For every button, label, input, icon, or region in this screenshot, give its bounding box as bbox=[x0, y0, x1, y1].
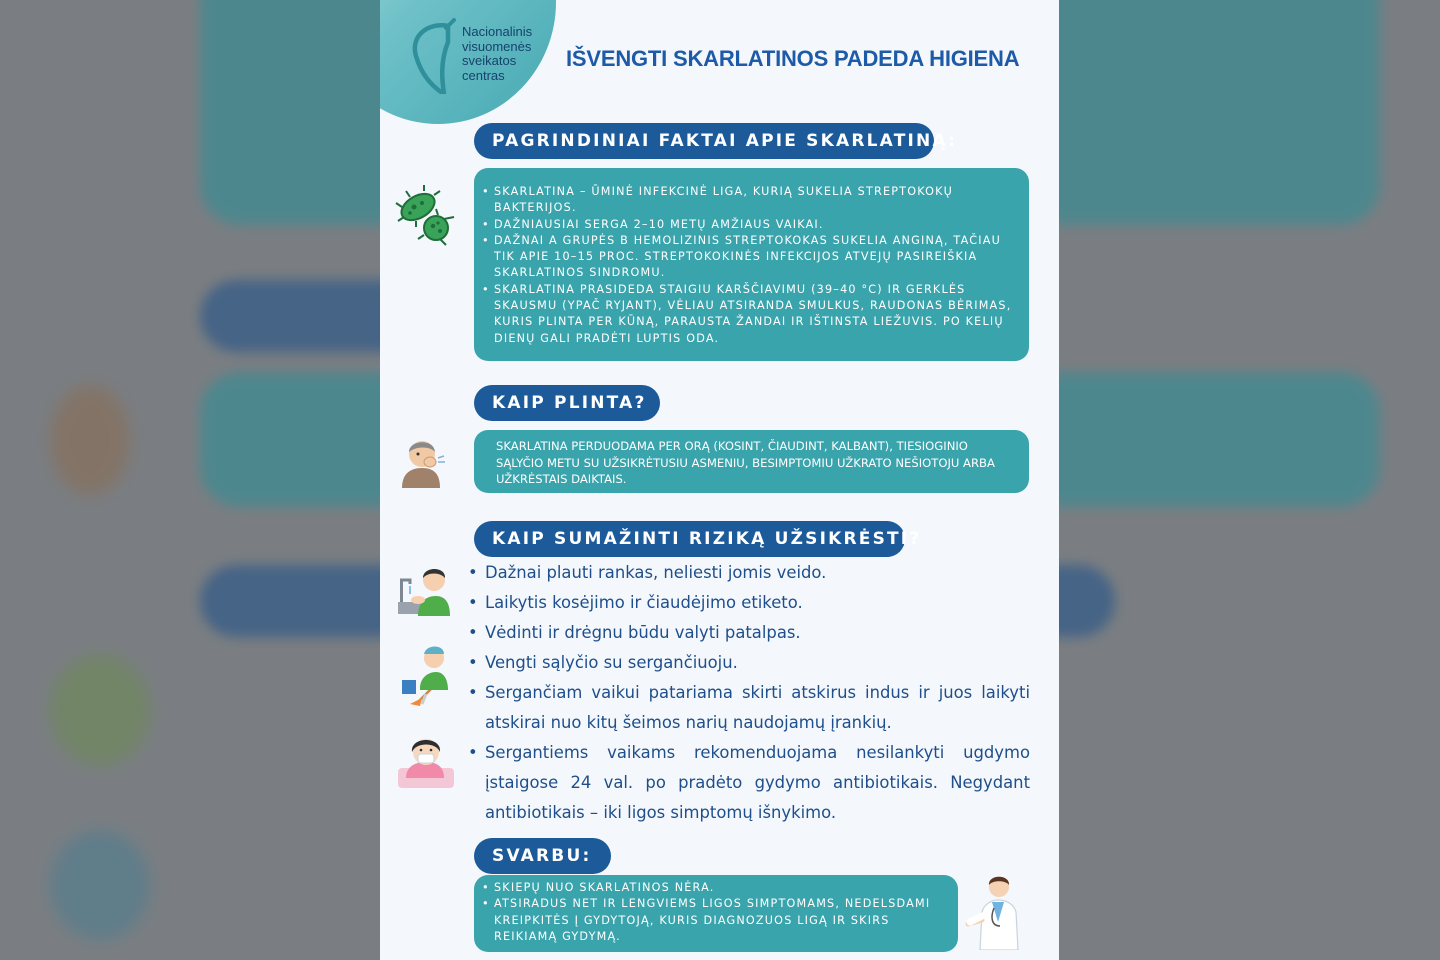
prevention-list bbox=[468, 558, 1030, 828]
fact-item: • SKARLATINA – ŪMINĖ INFEKCINĖ LIGA, KURIĄ SUKELIA STREPTOKOKŲ BAKTERIJOS. bbox=[480, 184, 1021, 217]
sick-child-icon bbox=[396, 734, 456, 790]
fact-item: • SKARLATINA PRASIDEDA STAIGIU KARŠČIAVIMU (39–40 °C) IR GERKLĖS SKAUSMU (YPAČ RYJANT), VĖLIAU ATSIRANDA SMULKUS, RAUDONAS BĖRIMAS, KURIS PLINTA PER KŪNĄ, PARAUSTA ŽANDAI IR IŠTINSTA LIEŽUVIS. PO KELIŲ DIENŲ GALI PRADĖTI LUPTIS ODA. bbox=[480, 282, 1021, 347]
facts-box bbox=[474, 168, 1029, 361]
prevention-item: • Vengti sąlyčio su sergančiuoju. bbox=[468, 648, 1030, 678]
fact-item: • DAŽNAI A GRUPĖS B HEMOLIZINIS STREPTOKOKAS SUKELIA ANGINĄ, TAČIAU TIK APIE 10–15 PROC. STREPTOKOKINĖS INFEKCIJOS ATVEJŲ PASIREIŠKIA SKARLATINOS SINDROMU. bbox=[480, 233, 1021, 282]
organization-name-line: centras bbox=[462, 67, 505, 83]
doctor-icon bbox=[962, 872, 1032, 950]
important-heading: SVARBU: bbox=[474, 838, 611, 874]
coughing-person-icon bbox=[396, 432, 446, 488]
prevention-item: • Vėdinti ir drėgnu būdu valyti patalpas. bbox=[468, 618, 1030, 648]
important-box bbox=[474, 875, 958, 952]
organization-name-line: sveikatos bbox=[462, 53, 517, 68]
bacteria-icon bbox=[394, 183, 458, 247]
organization-name-line: Nacionalinis bbox=[462, 24, 533, 39]
prevention-item: • Dažnai plauti rankas, neliesti jomis veido. bbox=[468, 558, 1030, 588]
organization-name bbox=[462, 25, 562, 83]
important-item: • SKIEPŲ NUO SKARLATINOS NĖRA. bbox=[480, 880, 950, 896]
prevention-item: • Laikytis kosėjimo ir čiaudėjimo etiketo. bbox=[468, 588, 1030, 618]
important-item: • ATSIRADUS NET IR LENGVIEMS LIGOS SIMPTOMAMS, NEDELSDAMI KREIPKITĖS Į GYDYTOJĄ, KURIS DIAGNOZUOS LIGĄ IR SKIRS REIKIAMĄ GYDYMĄ. bbox=[480, 896, 950, 945]
prevention-item: • Sergantiems vaikams rekomenduojama nesilankyti ugdymo įstaigose 24 val. po pradėto gydymo antibiotikais. Negydant antibiotikais – iki ligos simptomų išnykimo. bbox=[468, 738, 1030, 828]
organization-name-line: visuomenės bbox=[462, 38, 532, 54]
handwashing-child-icon bbox=[396, 562, 450, 616]
spread-heading: KAIP PLINTA? bbox=[474, 385, 660, 421]
facts-heading: PAGRINDINIAI FAKTAI APIE SKARLATINĄ: bbox=[474, 123, 934, 159]
prevention-item: • Sergančiam vaikui patariama skirti atskirus indus ir juos laikyti atskirai nuo kitų šeimos narių naudojamų įrankių. bbox=[468, 678, 1030, 738]
fact-item: • DAŽNIAUSIAI SERGA 2–10 METŲ AMŽIAUS VAIKAI. bbox=[480, 217, 1021, 233]
logo-icon bbox=[398, 14, 458, 94]
poster-title: IŠVENGTI SKARLATINOS PADEDA HIGIENA bbox=[566, 46, 1020, 71]
prevention-heading: KAIP SUMAŽINTI RIZIKĄ UŽSIKRĖSTI? bbox=[474, 521, 905, 557]
cleaning-child-icon bbox=[398, 642, 452, 706]
poster bbox=[380, 0, 1059, 960]
spread-text: SKARLATINA PERDUODAMA PER ORĄ (KOSINT, ČIAUDINT, KALBANT), TIESIOGINIO SĄLYČIO METU SU UŽSIKRĖTUSIU ASMENIU, BESIMPTOMIU UŽKRATO NEŠIOTOJU ARBA UŽKRĖSTAIS DAIKTAIS. bbox=[496, 439, 995, 486]
spread-box bbox=[474, 430, 1029, 493]
